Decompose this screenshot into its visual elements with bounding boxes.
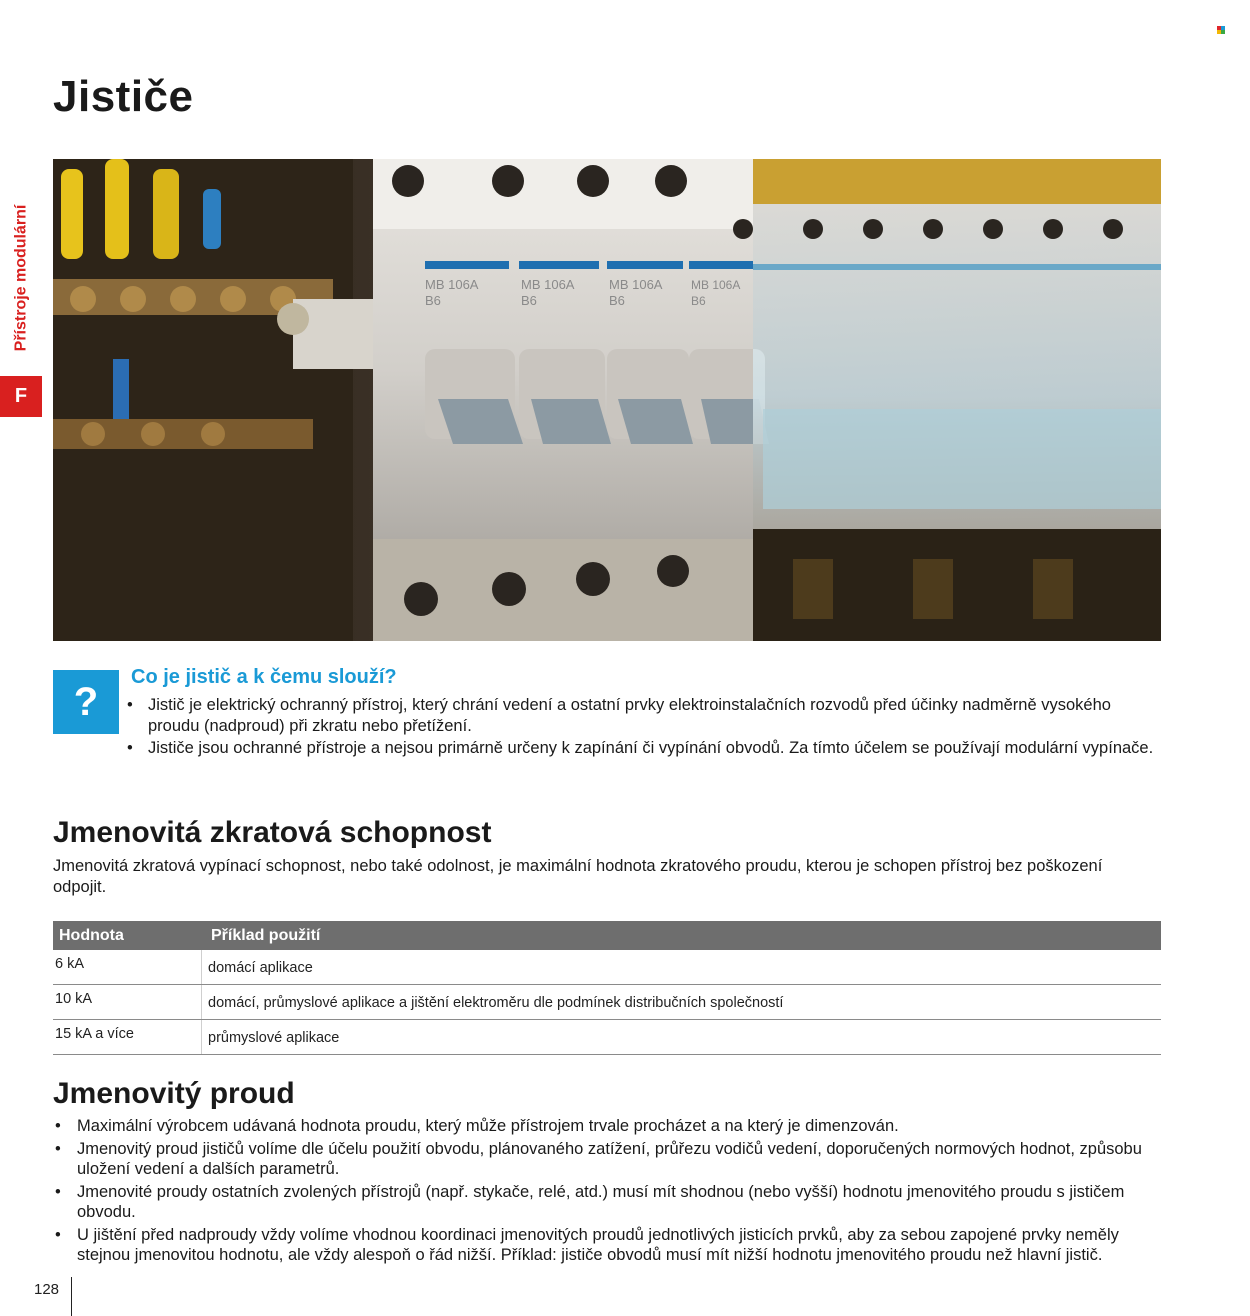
list-item: • U jištění před nadproudy vždy volíme vhodnou koordinaci jmenovitých proudů jednotlivých jisticích prvků, aby za sebou zapojené prvky neměly stejnou jmenovitou hodnotu, ale vždy alespoň o řád nižší. Příklad: jističe obvodů musí mít nižší hodnotu jmenovitého proudu než hlavní jistič. — [53, 1225, 1153, 1266]
list-item: • Jističe jsou ochranné přístroje a nejsou primárně určeny k zapínání či vypínání obvodů. Za tímto účelem se používají modulární vypínače. — [125, 738, 1155, 759]
page-number: 128 — [34, 1281, 60, 1298]
list-item: • Jistič je elektrický ochranný přístroj, který chrání vedení a ostatní prvky elektroinstalačních rozvodů před účinky nadměrně vysokého proudu (nadproud) při zkratu nebo přetížení. — [125, 695, 1155, 737]
section-heading-current: Jmenovitý proud — [53, 1077, 295, 1110]
table-header-cell: Příklad použití — [211, 926, 321, 944]
breaker-rating-label: B6 — [425, 293, 441, 308]
faq-list — [125, 695, 1155, 760]
breaker-photo — [53, 159, 1161, 641]
table-row — [53, 950, 1161, 985]
blurred-breakers — [733, 159, 1161, 641]
list-item: • Jmenovité proudy ostatních zvolených přístrojů (např. stykače, relé, atd.) musí mít shodnou (nebo vyšší) hodnotu jmenovitého proudu s jističem obvodu. — [53, 1182, 1153, 1223]
breaker-rating-label: B6 — [521, 293, 537, 308]
current-list — [53, 1116, 1153, 1268]
page-title: Jističe — [53, 72, 194, 121]
page-number-divider — [71, 1277, 72, 1316]
faq-title: Co je jistič a k čemu slouží? — [131, 666, 397, 688]
table-cell: 10 kA — [53, 985, 202, 1019]
breaker-bodies — [373, 159, 769, 641]
capacity-description: Jmenovitá zkratová vypínací schopnost, nebo také odolnost, je maximální hodnota zkratového proudu, kterou je schopen přístroj bez poškození odpojit. — [53, 857, 1103, 896]
table-row — [53, 1020, 1161, 1055]
section-heading-capacity: Jmenovitá zkratová schopnost — [53, 816, 492, 849]
table-cell: 6 kA — [53, 950, 202, 984]
side-section-tab: F — [0, 376, 42, 417]
brand-logo-dots — [1217, 26, 1226, 34]
breaker-model-label: MB 106A — [691, 278, 741, 292]
table-cell: domácí, průmyslové aplikace a jištění elektroměru dle podmínek distribučních společností — [208, 995, 784, 1011]
list-item: • Maximální výrobcem udávaná hodnota proudu, který může přístrojem trvale procházet a na který je dimenzován. — [53, 1116, 1153, 1137]
table-row — [53, 985, 1161, 1020]
question-mark-icon: ? — [53, 670, 119, 734]
table-cell: 15 kA a více — [53, 1020, 202, 1054]
capacity-table — [53, 921, 1161, 1055]
side-section-label: Přístroje modulární — [12, 204, 30, 351]
breaker-model-label: MB 106A — [425, 277, 479, 292]
table-header-cell: Hodnota — [59, 926, 124, 944]
breaker-model-label: MB 106A — [521, 277, 575, 292]
breaker-rating-label: B6 — [691, 294, 706, 308]
wiring-terminals — [53, 159, 383, 641]
list-item: • Jmenovitý proud jističů volíme dle účelu použití obvodu, plánovaného zatížení, průřezu vodičů vedení, doporučených normových hodnot, způsobu uložení vedení a dalších parametrů. — [53, 1139, 1153, 1180]
breaker-model-label: MB 106A — [609, 277, 663, 292]
table-cell: domácí aplikace — [208, 960, 313, 976]
breaker-rating-label: B6 — [609, 293, 625, 308]
table-cell: průmyslové aplikace — [208, 1030, 340, 1046]
table-header — [53, 921, 1161, 950]
